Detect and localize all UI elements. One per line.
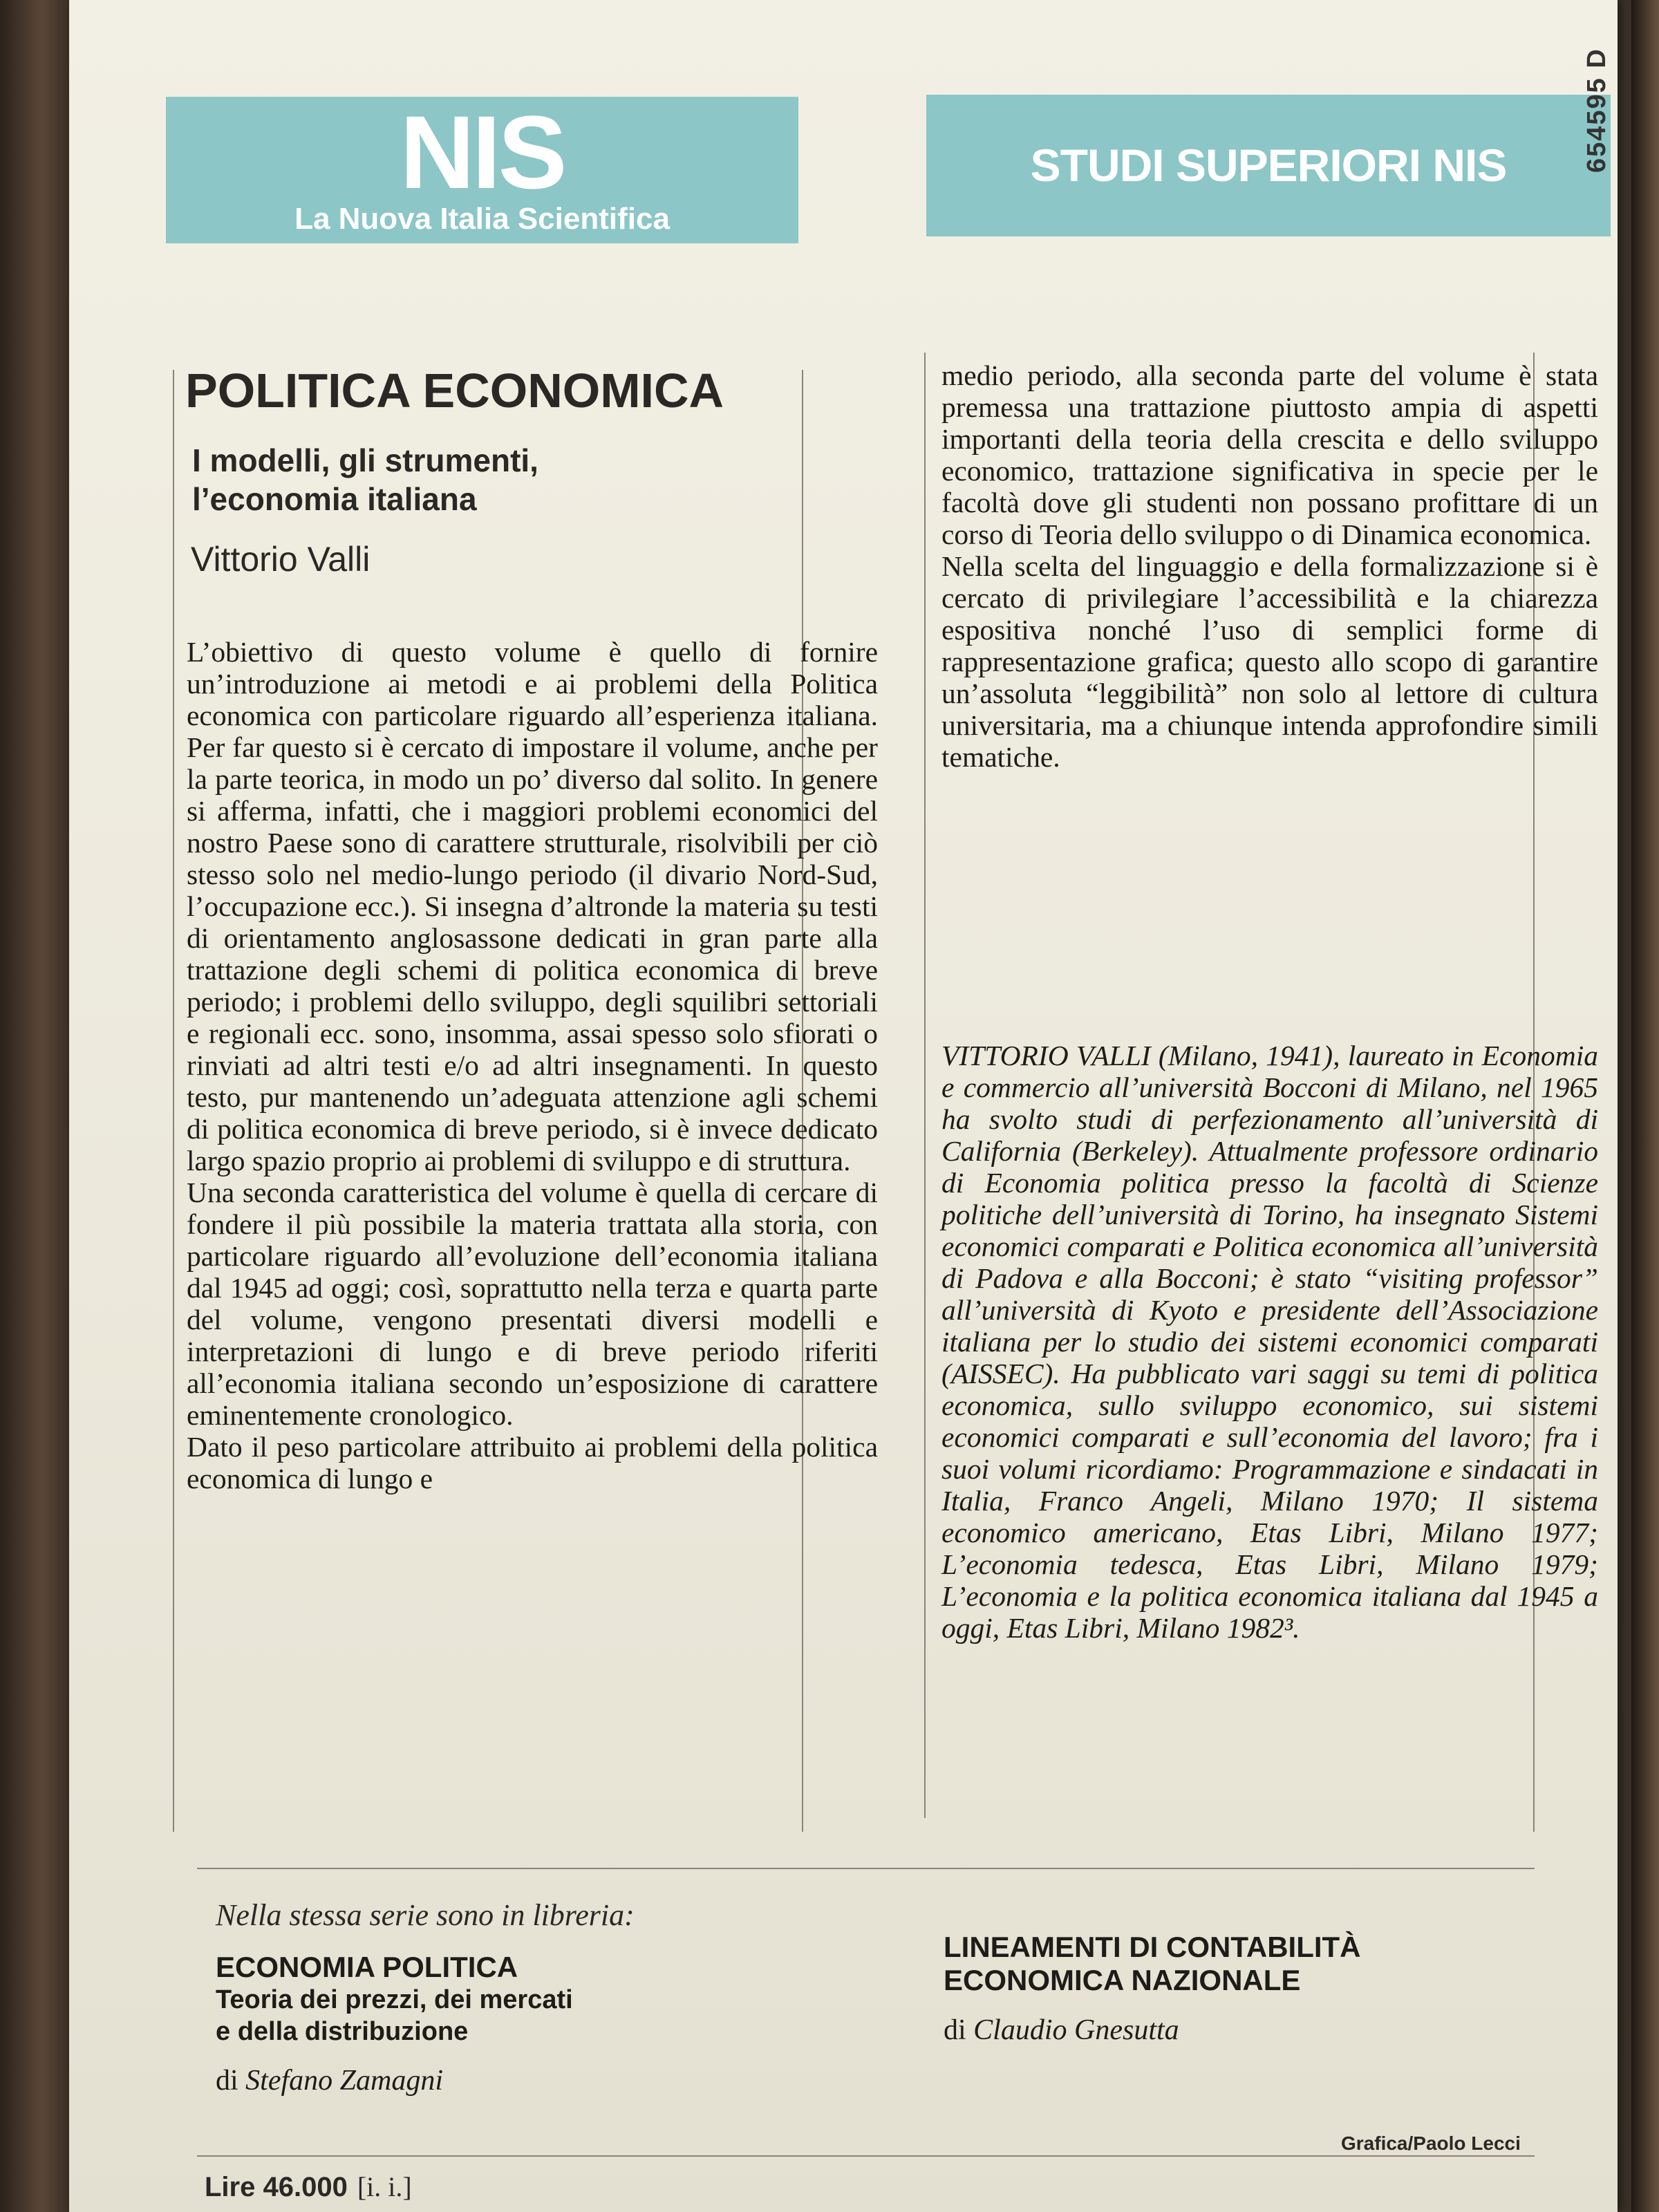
description-paragraph: Nella scelta del linguaggio e della formalizzazione si è cercato di privilegiare l’accessibilità e la chiarezza espositiva nonché l’uso di semplici forme di rappresentazione grafica; questo allo scopo di garantire un’assoluta “leggibilità” non solo al lettore di cultura universitaria, ma a chiunque intenda approfondire simili tematiche. (941, 550, 1598, 773)
related-book-by: di (944, 2014, 966, 2046)
book-subtitle-line: I modelli, gli strumenti, (192, 442, 538, 478)
catalog-code: 654595 D (1582, 48, 1611, 173)
related-book-author-name: Stefano Zamagni (245, 2065, 444, 2097)
related-book-by: di (216, 2065, 238, 2097)
publisher-name: La Nuova Italia Scientifica (294, 202, 670, 236)
wooden-background-right (1631, 0, 1659, 2212)
description-left-column (187, 636, 878, 1494)
graphic-credit: Grafica/Paolo Lecci (1341, 2133, 1521, 2154)
book-subtitle (192, 441, 745, 518)
book-author: Vittorio Valli (191, 540, 371, 579)
left-column-rule-left (173, 370, 174, 1832)
series-divider-rule (197, 1868, 1535, 1869)
related-book-title: ECONOMIA POLITICA (216, 1951, 518, 1983)
related-book-author (944, 2014, 1566, 2047)
book-subtitle-line: l’economia italiana (192, 481, 477, 517)
right-column-rule-left (924, 353, 926, 1818)
description-paragraph: medio periodo, alla seconda parte del volume è stata premessa una trattazione piuttosto ampia di aspetti importanti della teoria della crescita e dello sviluppo economico, trattazione significativa in specie per le facoltà dove gli studenti non possano profittare di un corso di Teoria dello sviluppo o di Dinamica economica. (941, 359, 1598, 550)
author-biography (941, 1040, 1598, 1644)
series-label: STUDI SUPERIORI NIS (1030, 140, 1507, 191)
price (205, 2171, 412, 2203)
publisher-logo: NIS (400, 94, 565, 210)
related-book-author (216, 2064, 838, 2097)
related-book (944, 1931, 1566, 2047)
tax-note: [i. i.] (357, 2171, 412, 2202)
related-book (216, 1951, 838, 2097)
description-paragraph: Una seconda caratteristica del volume è quella di cercare di fondere il più possibile la materia trattata alla storia, con particolare riguardo all’evoluzione dell’economia italiana dal 1945 ad oggi; così, soprattutto nella terza e quarta parte del volume, vengono presentati diversi modelli e interpretazioni di lungo e di breve periodo riferiti all’economia italiana secondo un’esposizione di carattere eminentemente cronologico. (187, 1177, 878, 1431)
related-book-subtitle: e della distribuzione (216, 2017, 469, 2046)
related-book-title: LINEAMENTI DI CONTABILITÀ (944, 1931, 1361, 1963)
related-book-author-name: Claudio Gnesutta (973, 2014, 1179, 2046)
price-value: Lire 46.000 (205, 2172, 348, 2202)
biography-text: VITTORIO VALLI (Milano, 1941), laureato in Economia e commercio all’università Bocconi di Milano, nel 1965 ha svolto studi di perfezionamento all’università di California (Berkeley). Attualmente professore ordinario di Economia politica presso la facoltà di Scienze politiche dell’università di Torino, ha insegnato Sistemi economici comparati e Politica economica all’università di Padova e alla Bocconi; è stato “visiting professor” all’università di Kyoto e presidente dell’Associazione italiana per lo studio dei sistemi economici comparati (AISSEC). Ha pubblicato vari saggi su temi di politica economica, sullo sviluppo economico, sui sistemi economici comparati e sull’economia del lavoro; fra i suoi volumi ricordiamo: Programmazione e sindacati in Italia, Franco Angeli, Milano 1970; Il sistema economico americano, Etas Libri, Milano 1977; L’economia tedesca, Etas Libri, Milano 1979; L’economia e la politica economica italiana dal 1945 a oggi, Etas Libri, Milano 1982³. (941, 1040, 1598, 1644)
description-right-column (941, 359, 1598, 773)
wooden-background-left (0, 0, 69, 2212)
description-paragraph: Dato il peso particolare attribuito ai problemi della politica economica di lungo e (187, 1431, 878, 1494)
publisher-banner (166, 94, 798, 243)
series-banner (926, 95, 1611, 236)
page-title: POLITICA ECONOMICA (185, 364, 724, 418)
footer-divider-rule (197, 2155, 1535, 2157)
related-book-title: ECONOMICA NAZIONALE (944, 1964, 1301, 1996)
description-paragraph: L’obiettivo di questo volume è quello di fornire un’introduzione ai metodi e ai problemi della Politica economica con particolare riguardo all’esperienza italiana. Per far questo si è cercato di impostare il volume, anche per la parte teorica, in modo un po’ diverso dal solito. In genere si afferma, infatti, che i maggiori problemi economici del nostro Paese sono di carattere strutturale, risolvibili per ciò stesso solo nel medio-lungo periodo (il divario Nord-Sud, l’occupazione ecc.). Si insegna d’altronde la materia su testi di orientamento anglosassone dedicati in gran parte alla trattazione degli schemi di politica economica di breve periodo; i problemi dello sviluppo, degli squilibri settoriali e regionali ecc. sono, insomma, assai spesso solo sfiorati o rinviati ad altri testi e/o ad altri insegnamenti. In questo testo, pur mantenendo un’adeguata attenzione agli schemi di politica economica di breve periodo, si è invece dedicato largo spazio proprio ai problemi di sviluppo e di struttura. (187, 636, 878, 1177)
series-heading: Nella stessa serie sono in libreria: (216, 1898, 635, 1932)
book-back-cover (69, 0, 1618, 2212)
related-book-subtitle: Teoria dei prezzi, dei mercati (216, 1985, 573, 2014)
